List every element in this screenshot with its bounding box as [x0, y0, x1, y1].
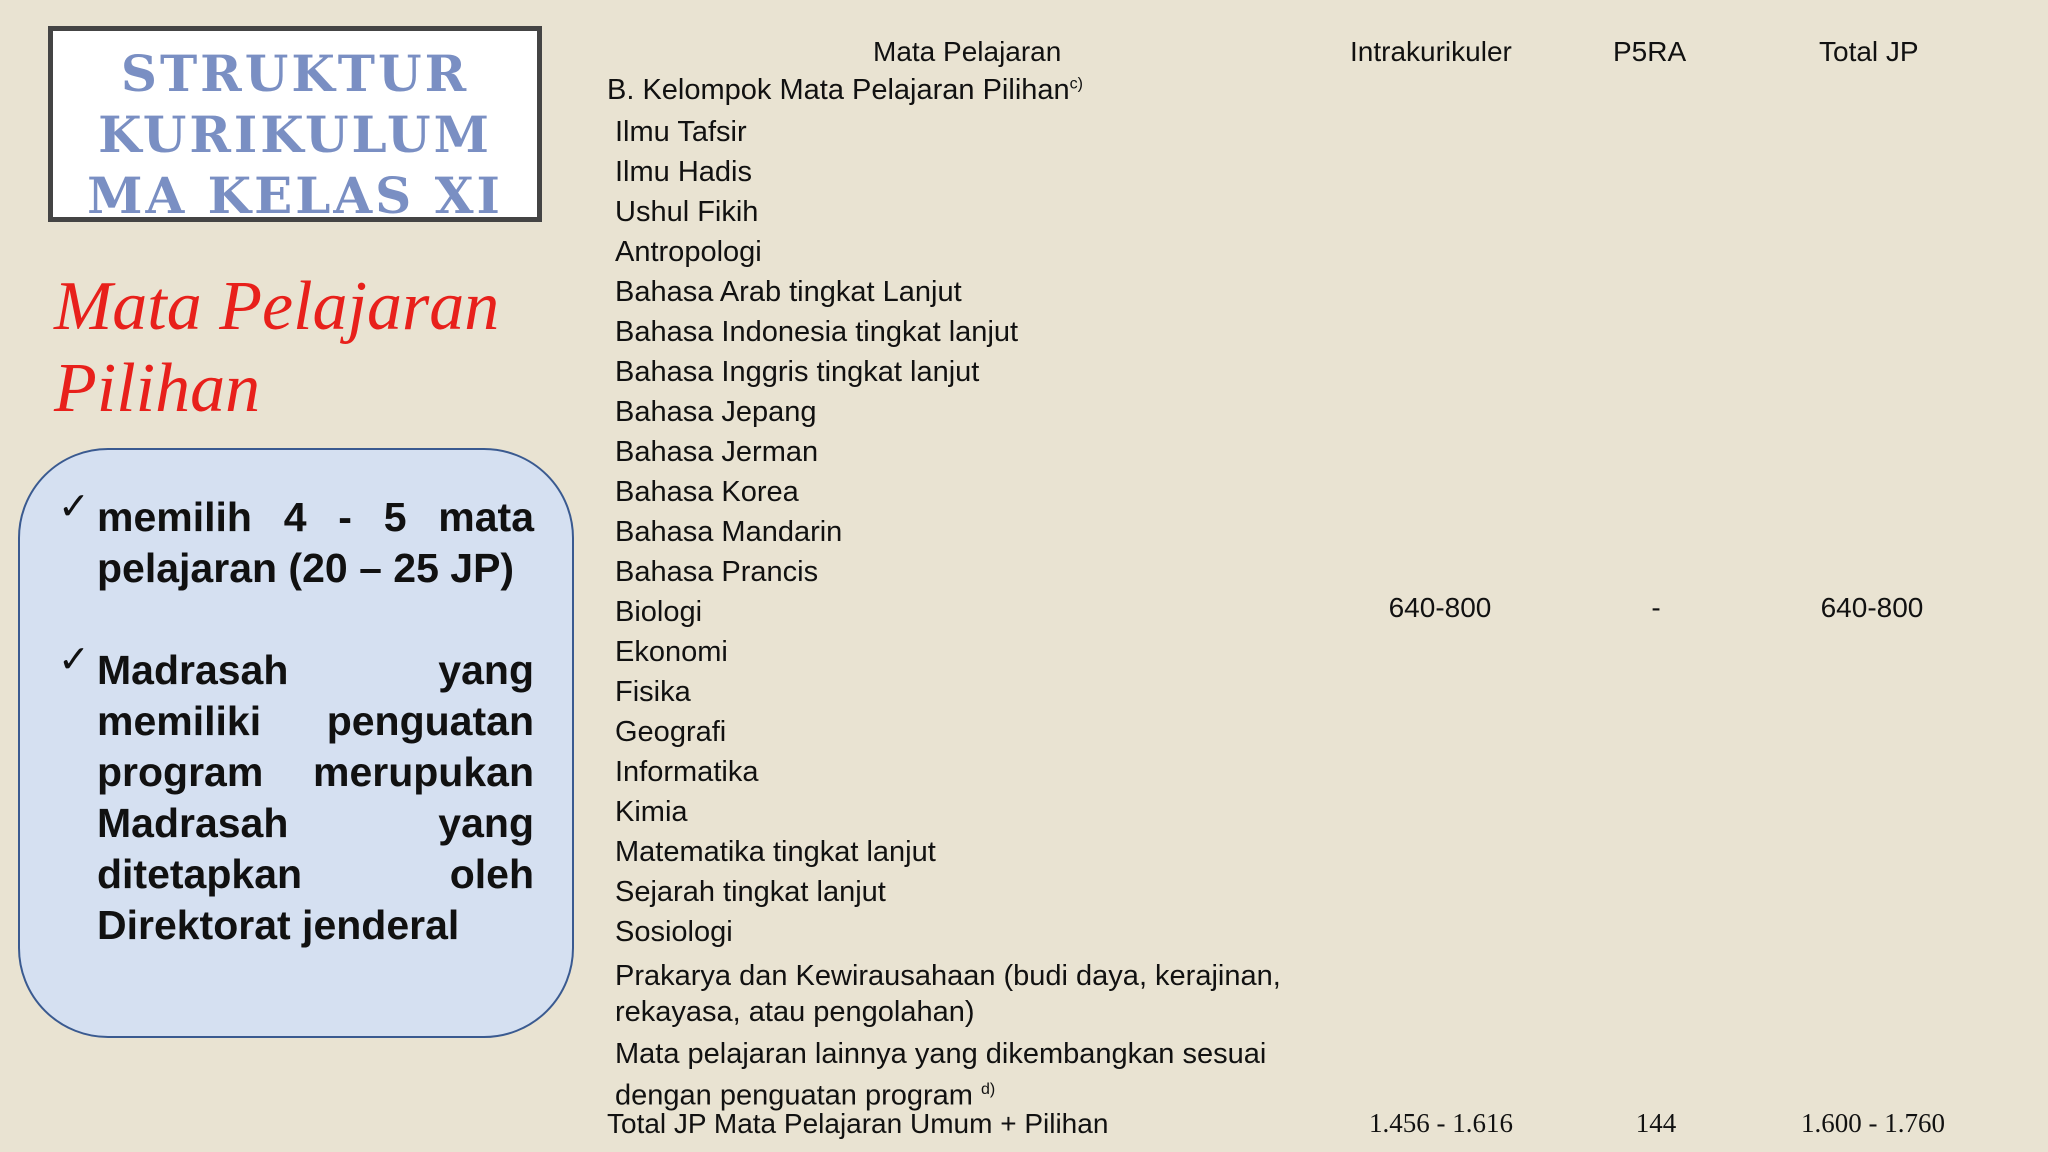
section-heading-line-2: Pilihan [54, 350, 261, 427]
check-icon: ✓ [58, 484, 90, 528]
group-title [607, 74, 1083, 107]
total-total-jp: 1.600 - 1.760 [1801, 1108, 1945, 1138]
list-item: Ilmu Hadis [615, 156, 752, 188]
list-item-lainnya-text: Mata pelajaran lainnya yang dikembangkan sesuai dengan penguatan program [615, 1038, 1267, 1112]
bullet-item-1: memilih 4 - 5 mata pelajaran (20 – 25 JP) [97, 494, 534, 591]
list-item: Bahasa Indonesia tingkat lanjut [615, 316, 1019, 348]
title-line-2: KURIKULUM [98, 105, 492, 164]
cell-intrakurikuler: 640-800 [1388, 592, 1492, 623]
list-item: Antropologi [615, 236, 762, 268]
cell-p5ra: - [1651, 592, 1661, 623]
list-item: Bahasa Inggris tingkat lanjut [615, 356, 980, 388]
check-icon: ✓ [58, 637, 90, 681]
section-heading-line-1: Mata Pelajaran [54, 268, 500, 345]
title-line-1: STRUKTUR [120, 44, 470, 103]
list-item: Matematika tingkat lanjut [615, 836, 936, 868]
cell-total-jp: 640-800 [1820, 592, 1924, 623]
subject-list [615, 112, 1335, 1114]
header-intrakurikuler: Intrakurikuler [1350, 36, 1512, 67]
list-item: Bahasa Korea [615, 476, 799, 508]
list-item: Bahasa Jerman [615, 436, 819, 468]
list-item: Geografi [615, 716, 727, 748]
list-item: Ilmu Tafsir [615, 116, 747, 148]
section-heading [54, 266, 574, 430]
list-item: Bahasa Prancis [615, 556, 819, 588]
group-title-note: c) [1069, 75, 1083, 93]
total-row-label: Total JP Mata Pelajaran Umum + Pilihan [607, 1108, 1109, 1139]
total-p5ra: 144 [1635, 1108, 1677, 1138]
header-total-jp: Total JP [1819, 36, 1919, 67]
list-item: Sejarah tingkat lanjut [615, 876, 886, 908]
group-title-label: B. Kelompok Mata Pelajaran Pilihan [607, 74, 1070, 106]
list-item-lainnya-note: d) [981, 1081, 996, 1098]
list-item: Sosiologi [615, 916, 733, 948]
title-line-3: MA KELAS XI [87, 166, 503, 225]
list-item: Bahasa Mandarin [615, 516, 843, 548]
list-item-prakarya: Prakarya dan Kewirausahaan (budi daya, kerajinan, rekayasa, atau pengolahan) [615, 960, 1281, 1028]
list-item: Biologi [615, 596, 703, 628]
list-item: Informatika [615, 756, 759, 788]
bullet-item-2: Madrasah yang memiliki penguatan program merupukan Madrasah yang ditetapkan oleh Direktorat jenderal [97, 647, 534, 948]
title-box [48, 26, 542, 225]
list-item: Fisika [615, 676, 691, 708]
list-item: Ekonomi [615, 636, 728, 668]
list-item: Bahasa Arab tingkat Lanjut [615, 276, 962, 308]
header-p5ra: P5RA [1613, 36, 1687, 67]
total-intrakurikuler: 1.456 - 1.616 [1369, 1108, 1513, 1138]
list-item: Kimia [615, 796, 688, 828]
list-item-lainnya [615, 1036, 1335, 1114]
list-item: Ushul Fikih [615, 196, 759, 228]
list-item: Bahasa Jepang [615, 396, 817, 428]
header-subject: Mata Pelajaran [873, 36, 1062, 67]
